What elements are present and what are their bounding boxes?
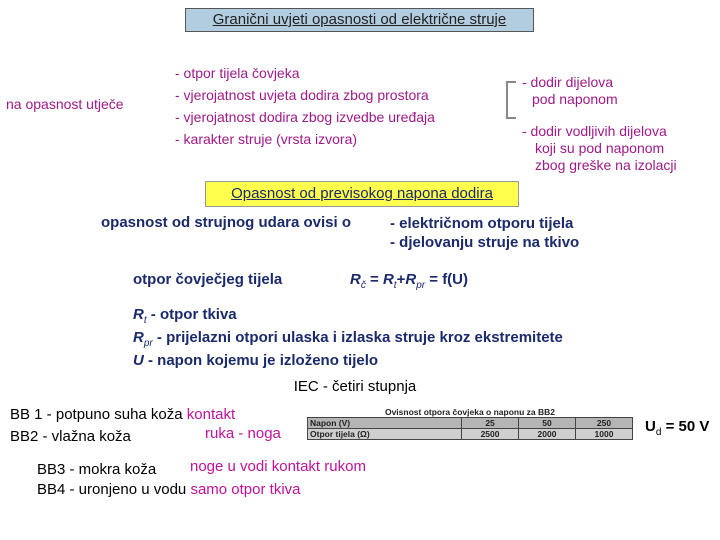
annotation-indirect <box>522 123 677 174</box>
annotation-direct <box>522 74 618 108</box>
bb-level-2-note: ruka - noga <box>205 425 281 442</box>
body-resistance-label: otpor čovječjeg tijela <box>133 271 283 288</box>
ud-value: $U_d = 50$ V <box>645 418 710 438</box>
body-resistance-formula: $R_č = R_t+R_{pr} = f(U)$ <box>350 271 469 291</box>
table-cell: 25 <box>462 418 519 429</box>
annotation-line: - dodir dijelova <box>522 74 614 90</box>
shock-danger-item: - električnom otporu tijela <box>390 215 574 232</box>
definitions-list <box>133 306 563 369</box>
table-cell: 50 <box>519 418 576 429</box>
bb-level-4: BB4 - uronjeno u vodu samo otpor tkiva <box>37 481 301 498</box>
factor-item: - vjerojatnost uvjeta dodira zbog prostora <box>175 87 429 103</box>
bb-level-3: BB3 - mokra koža <box>37 461 157 478</box>
shock-danger-label: opasnost od strujnog udara ovisi o <box>101 214 352 231</box>
definition-item: $R_t$ - otpor tkiva <box>133 306 237 326</box>
table-cell: 2000 <box>519 429 576 440</box>
definition-item: U - napon kojemu je izloženo tijelo <box>133 352 379 369</box>
table-cell: Napon (V) <box>308 418 462 429</box>
factors-label: na opasnost utječe <box>6 96 124 112</box>
bb-level-1: BB 1 - potpuno suha koža kontakt <box>10 406 236 423</box>
table-cell: 2500 <box>462 429 519 440</box>
page-title: Granični uvjeti opasnosti od električne struje <box>185 8 534 32</box>
shock-danger-items <box>390 214 579 252</box>
shock-danger-item: - djelovanju struje na tkivo <box>390 234 580 251</box>
table-cell: 250 <box>575 418 632 429</box>
highlight-box: Opasnost od previsokog napona dodira <box>205 181 519 207</box>
iec-heading: IEC - četiri stupnja <box>293 378 417 395</box>
factor-item: - karakter struje (vrsta izvora) <box>175 131 358 147</box>
table-caption: Ovisnost otpora čovjeka o naponu za BB2 <box>308 407 633 418</box>
annotation-line: - dodir vodljivih dijelova <box>522 123 667 139</box>
table-cell: 1000 <box>575 429 632 440</box>
annotation-line: zbog greške na izolacji <box>535 157 677 173</box>
resistance-table <box>307 407 633 440</box>
annotation-line: pod naponom <box>532 91 618 107</box>
definition-item: $R_{pr}$ - prijelazni otpori ulaska i izlaska struje kroz ekstremitete <box>133 329 563 349</box>
factor-item: - otpor tijela čovjeka <box>175 65 300 81</box>
factor-item: - vjerojatnost dodira zbog izvedbe uređaja <box>175 109 435 125</box>
annotation-line: koji su pod naponom <box>535 140 665 156</box>
factors-list <box>175 62 435 150</box>
table-cell: Otpor tijela (Ω) <box>308 429 462 440</box>
table-row <box>308 418 633 429</box>
bb-level-3-note: noge u vodi kontakt rukom <box>190 458 366 475</box>
table-row <box>308 429 633 440</box>
bracket-icon <box>504 80 518 122</box>
bb-level-2: BB2 - vlažna koža <box>10 428 131 445</box>
